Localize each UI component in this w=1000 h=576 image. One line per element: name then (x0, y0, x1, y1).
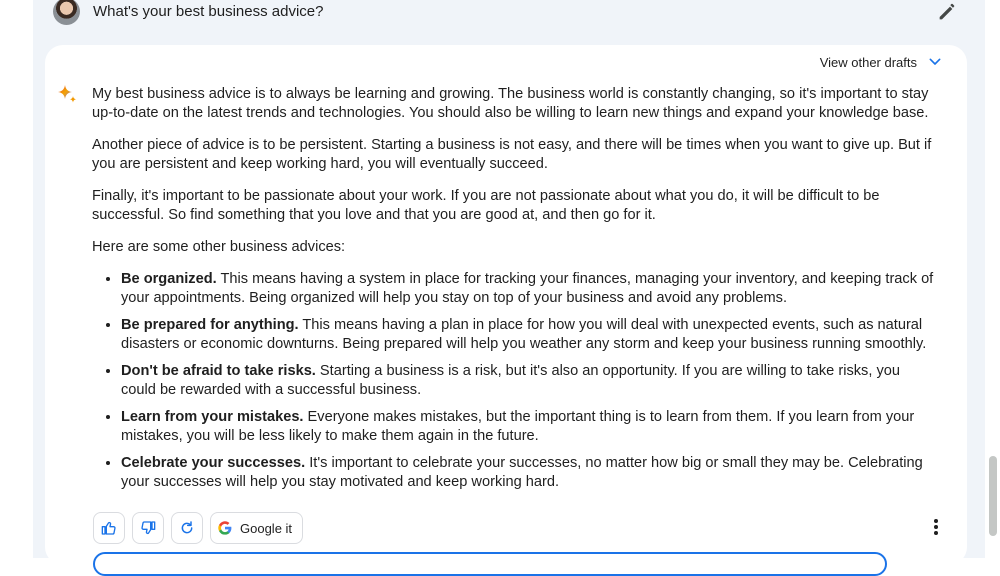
advice-text: Everyone makes mistakes, but the important thing is to learn from them. If you learn from your mistakes, you will be less likely to make them again in the future. (121, 409, 915, 444)
thumbs-down-button[interactable] (132, 512, 164, 544)
advice-title: Be organized. (121, 271, 217, 287)
advice-title: Celebrate your successes. (121, 455, 306, 471)
advice-list (92, 270, 937, 492)
advice-item (121, 408, 937, 446)
prompt-input-box[interactable] (93, 552, 887, 576)
advice-text: It's important to celebrate your successes, no matter how big or small they may be. Celebrating your successes will help you stay motivated and keep working hard. (121, 455, 923, 490)
advice-title: Be prepared for anything. (121, 317, 299, 333)
advice-item (121, 270, 937, 308)
user-prompt (53, 0, 965, 26)
thumbs-up-icon (101, 520, 117, 536)
response-paragraph: Here are some other business advices: (92, 239, 346, 255)
page-gutter-left (0, 0, 33, 558)
pencil-icon (936, 1, 958, 23)
google-logo-icon (217, 520, 233, 536)
view-drafts-label: View other drafts (819, 54, 917, 70)
advice-text: This means having a system in place for tracking your finances, managing your inventory, and keeping track of your appointments. Being organized will help you stay on top of your business and avoid any problems. (121, 271, 934, 306)
advice-title: Don't be afraid to take risks. (121, 363, 316, 379)
response-actions (93, 512, 303, 544)
chevron-down-icon (927, 54, 943, 70)
response-paragraph: My best business advice is to always be learning and growing. The business world is constantly changing, so it's important to stay up-to-date on the latest trends and technologies. You should also be willing to learn new things and expand your knowledge base. (92, 86, 929, 121)
view-other-drafts-button[interactable] (820, 54, 943, 70)
advice-text: Starting a business is a risk, but it's also an opportunity. If you are willing to take risks, you could be rewarded with a successful business. (121, 363, 900, 398)
scrollbar-track[interactable] (985, 0, 1000, 558)
response-content (92, 85, 937, 500)
thumbs-down-icon (140, 520, 156, 536)
advice-item (121, 316, 937, 354)
regenerate-button[interactable] (171, 512, 203, 544)
response-paragraph: Another piece of advice is to be persistent. Starting a business is not easy, and there will be times when you want to give up. But if you are persistent and keep working hard, you will eventually succeed. (92, 137, 932, 172)
prompt-text: What's your best business advice? (93, 3, 324, 20)
sparkle-icon (55, 83, 79, 107)
more-options-button[interactable] (928, 516, 944, 538)
edit-prompt-button[interactable] (936, 1, 958, 23)
thumbs-up-button[interactable] (93, 512, 125, 544)
user-avatar (53, 0, 80, 25)
response-paragraph: Finally, it's important to be passionate about your work. If you are not passionate about what you do, it will be difficult to be successful. So find something that you love and that you are good at, and then go for it. (92, 188, 880, 223)
advice-item (121, 362, 937, 400)
refresh-icon (179, 520, 195, 536)
more-vert-icon (933, 518, 939, 536)
google-it-button[interactable] (210, 512, 303, 544)
advice-title: Learn from your mistakes. (121, 409, 304, 425)
google-it-label: Google it (240, 520, 293, 536)
scrollbar-thumb[interactable] (989, 456, 997, 536)
response-card (45, 45, 967, 565)
advice-item (121, 454, 937, 492)
advice-text: This means having a plan in place for how you will deal with unexpected events, such as natural disasters or economic downturns. Being prepared will help you weather any storm and keep your business running smoothly. (121, 317, 927, 352)
